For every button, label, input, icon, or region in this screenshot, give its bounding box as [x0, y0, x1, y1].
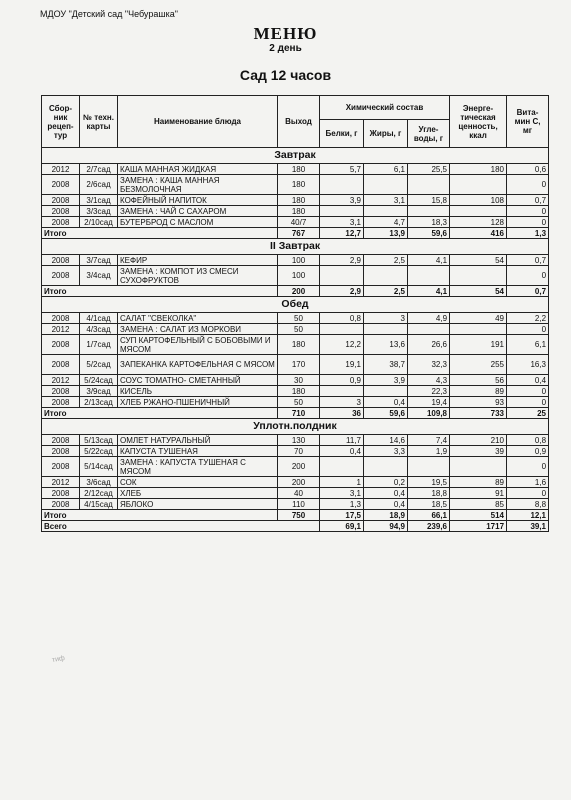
cell-dish-name: ХЛЕБ РЖАНО-ПШЕНИЧНЫЙ [118, 397, 278, 408]
cell-proteins: 5,7 [320, 164, 364, 175]
total-proteins: 36 [320, 408, 364, 419]
section-title: Завтрак [42, 148, 549, 164]
col-output: Выход [278, 96, 320, 148]
cell-dish-name: ЗАМЕНА : ЧАЙ С САХАРОМ [118, 206, 278, 217]
cell-energy: 128 [450, 217, 507, 228]
cell-dish-name: ХЛЕБ [118, 488, 278, 499]
cell-output: 180 [278, 386, 320, 397]
cell-tech-card: 2/13сад [80, 397, 118, 408]
cell-dish-name: ЗАМЕНА : КОМПОТ ИЗ СМЕСИ СУХОФРУКТОВ [118, 266, 278, 286]
cell-energy: 89 [450, 386, 507, 397]
cell-vitamin-c: 1,6 [507, 477, 549, 488]
table-row [42, 488, 549, 499]
cell-dish-name: ОМЛЕТ НАТУРАЛЬНЫЙ [118, 435, 278, 446]
cell-carbs [408, 457, 450, 477]
cell-vitamin-c: 0,6 [507, 164, 549, 175]
cell-tech-card: 2/6сад [80, 175, 118, 195]
cell-output: 180 [278, 335, 320, 355]
cell-carbs: 26,6 [408, 335, 450, 355]
cell-vitamin-c: 0 [507, 217, 549, 228]
cell-proteins: 0,9 [320, 375, 364, 386]
table-row [42, 313, 549, 324]
cell-output: 40 [278, 488, 320, 499]
cell-energy: 180 [450, 164, 507, 175]
cell-proteins: 3,9 [320, 195, 364, 206]
cell-proteins: 12,2 [320, 335, 364, 355]
cell-output: 50 [278, 313, 320, 324]
table-row [42, 266, 549, 286]
cell-output: 100 [278, 266, 320, 286]
cell-proteins [320, 266, 364, 286]
cell-collection: 2008 [42, 488, 80, 499]
table-row [42, 175, 549, 195]
cell-proteins [320, 457, 364, 477]
total-row [42, 228, 549, 239]
cell-fats [364, 324, 408, 335]
cell-vitamin-c: 0,8 [507, 435, 549, 446]
total-carbs: 59,6 [408, 228, 450, 239]
cell-tech-card: 2/12сад [80, 488, 118, 499]
cell-carbs [408, 175, 450, 195]
cell-collection: 2012 [42, 164, 80, 175]
total-vitamin-c: 0,7 [507, 286, 549, 297]
cell-energy: 89 [450, 477, 507, 488]
cell-fats [364, 457, 408, 477]
cell-energy: 91 [450, 488, 507, 499]
cell-vitamin-c: 6,1 [507, 335, 549, 355]
col-vitamin-c: Вита-мин С, мг [507, 96, 549, 148]
cell-fats: 3 [364, 313, 408, 324]
cell-dish-name: ЯБЛОКО [118, 499, 278, 510]
table-row [42, 435, 549, 446]
col-dish-name: Наименование блюда [118, 96, 278, 148]
cell-vitamin-c: 0 [507, 457, 549, 477]
cell-tech-card: 5/22сад [80, 446, 118, 457]
cell-energy: 54 [450, 255, 507, 266]
cell-proteins [320, 175, 364, 195]
cell-vitamin-c: 0,9 [507, 446, 549, 457]
document-title: МЕНЮ [253, 24, 318, 43]
cell-tech-card: 5/14сад [80, 457, 118, 477]
grand-total-proteins: 69,1 [320, 521, 364, 532]
cell-vitamin-c: 0 [507, 206, 549, 217]
table-row [42, 477, 549, 488]
cell-tech-card: 4/1сад [80, 313, 118, 324]
cell-output: 200 [278, 457, 320, 477]
cell-energy: 255 [450, 355, 507, 375]
total-energy: 514 [450, 510, 507, 521]
table-row [42, 375, 549, 386]
cell-carbs: 19,5 [408, 477, 450, 488]
cell-energy [450, 266, 507, 286]
cell-tech-card: 3/3сад [80, 206, 118, 217]
cell-proteins: 0,8 [320, 313, 364, 324]
cell-proteins [320, 206, 364, 217]
cell-energy: 108 [450, 195, 507, 206]
cell-vitamin-c: 2,2 [507, 313, 549, 324]
cell-proteins [320, 324, 364, 335]
cell-vitamin-c: 8,8 [507, 499, 549, 510]
cell-dish-name: СОК [118, 477, 278, 488]
cell-output: 50 [278, 324, 320, 335]
table-row [42, 324, 549, 335]
cell-dish-name: СОУС ТОМАТНО- СМЕТАННЫЙ [118, 375, 278, 386]
total-fats: 13,9 [364, 228, 408, 239]
total-output: 200 [278, 286, 320, 297]
cell-energy [450, 324, 507, 335]
cell-vitamin-c: 16,3 [507, 355, 549, 375]
cell-fats [364, 266, 408, 286]
col-proteins: Белки, г [320, 120, 364, 148]
section-header-row [42, 419, 549, 435]
cell-carbs [408, 324, 450, 335]
cell-collection: 2012 [42, 477, 80, 488]
cell-fats: 0,4 [364, 499, 408, 510]
total-carbs: 4,1 [408, 286, 450, 297]
cell-fats: 3,9 [364, 375, 408, 386]
cell-collection: 2008 [42, 386, 80, 397]
grand-total-vitamin-c: 39,1 [507, 521, 549, 532]
total-label: Итого [42, 286, 278, 297]
cell-output: 200 [278, 477, 320, 488]
cell-tech-card: 3/9сад [80, 386, 118, 397]
section-header-row [42, 297, 549, 313]
table-row [42, 335, 549, 355]
cell-vitamin-c: 0 [507, 397, 549, 408]
cell-fats: 6,1 [364, 164, 408, 175]
table-row [42, 386, 549, 397]
total-row [42, 510, 549, 521]
table-row [42, 217, 549, 228]
cell-fats: 0,4 [364, 397, 408, 408]
section-header-row [42, 148, 549, 164]
cell-tech-card: 4/15сад [80, 499, 118, 510]
col-collection: Сбор-ник рецеп-тур [42, 96, 80, 148]
cell-vitamin-c: 0 [507, 324, 549, 335]
col-energy: Энерге-тическая ценность, ккал [450, 96, 507, 148]
cell-tech-card: 3/7сад [80, 255, 118, 266]
total-fats: 18,9 [364, 510, 408, 521]
cell-tech-card: 3/4сад [80, 266, 118, 286]
cell-collection: 2008 [42, 195, 80, 206]
cell-carbs: 1,9 [408, 446, 450, 457]
cell-proteins: 0,4 [320, 446, 364, 457]
cell-energy [450, 206, 507, 217]
total-vitamin-c: 12,1 [507, 510, 549, 521]
cell-output: 70 [278, 446, 320, 457]
cell-tech-card: 5/2сад [80, 355, 118, 375]
cell-collection: 2008 [42, 217, 80, 228]
grand-total-row [42, 521, 549, 532]
cell-vitamin-c: 0 [507, 175, 549, 195]
total-vitamin-c: 25 [507, 408, 549, 419]
grand-total-label: Всего [42, 521, 320, 532]
cell-vitamin-c: 0,7 [507, 195, 549, 206]
grand-total-energy: 1717 [450, 521, 507, 532]
cell-dish-name: КИСЕЛЬ [118, 386, 278, 397]
cell-vitamin-c: 0 [507, 488, 549, 499]
cell-carbs: 18,3 [408, 217, 450, 228]
cell-collection: 2008 [42, 313, 80, 324]
cell-tech-card: 5/24сад [80, 375, 118, 386]
grand-total-fats: 94,9 [364, 521, 408, 532]
cell-fats [364, 386, 408, 397]
cell-dish-name: КАПУСТА ТУШЕНАЯ [118, 446, 278, 457]
total-proteins: 2,9 [320, 286, 364, 297]
cell-collection: 2012 [42, 375, 80, 386]
cell-carbs [408, 206, 450, 217]
cell-collection: 2008 [42, 435, 80, 446]
col-tech-card: № техн. карты [80, 96, 118, 148]
section-title: Уплотн.полдник [42, 419, 549, 435]
total-fats: 59,6 [364, 408, 408, 419]
table-row [42, 446, 549, 457]
cell-energy [450, 175, 507, 195]
cell-output: 180 [278, 164, 320, 175]
table-row [42, 195, 549, 206]
cell-collection: 2012 [42, 324, 80, 335]
cell-dish-name: САЛАТ "СВЕКОЛКА" [118, 313, 278, 324]
cell-vitamin-c: 0,4 [507, 375, 549, 386]
total-label: Итого [42, 408, 278, 419]
cell-output: 30 [278, 375, 320, 386]
cell-proteins: 3 [320, 397, 364, 408]
cell-proteins [320, 386, 364, 397]
total-proteins: 12,7 [320, 228, 364, 239]
cell-proteins: 1,3 [320, 499, 364, 510]
cell-tech-card: 2/10сад [80, 217, 118, 228]
cell-carbs: 4,9 [408, 313, 450, 324]
total-row [42, 408, 549, 419]
total-energy: 416 [450, 228, 507, 239]
cell-collection: 2008 [42, 255, 80, 266]
organization-name: МДОУ "Детский сад "Чебурашка" [40, 9, 178, 19]
cell-fats [364, 206, 408, 217]
cell-fats: 13,6 [364, 335, 408, 355]
cell-collection: 2008 [42, 206, 80, 217]
cell-output: 170 [278, 355, 320, 375]
cell-tech-card: 2/7сад [80, 164, 118, 175]
section-header-row [42, 239, 549, 255]
section-title: Обед [42, 297, 549, 313]
cell-fats: 38,7 [364, 355, 408, 375]
cell-output: 40/7 [278, 217, 320, 228]
cell-dish-name: СУП КАРТОФЕЛЬНЫЙ С БОБОВЫМИ И МЯСОМ [118, 335, 278, 355]
cell-dish-name: ЗАПЕКАНКА КАРТОФЕЛЬНАЯ С МЯСОМ [118, 355, 278, 375]
cell-output: 180 [278, 175, 320, 195]
total-energy: 54 [450, 286, 507, 297]
scan-watermark: тиф [51, 654, 66, 665]
menu-section-title: Сад 12 часов [239, 67, 332, 83]
cell-vitamin-c: 0,7 [507, 255, 549, 266]
cell-dish-name: КАША МАННАЯ ЖИДКАЯ [118, 164, 278, 175]
cell-tech-card: 4/3сад [80, 324, 118, 335]
cell-collection: 2008 [42, 355, 80, 375]
table-row [42, 355, 549, 375]
total-energy: 733 [450, 408, 507, 419]
cell-dish-name: КЕФИР [118, 255, 278, 266]
total-carbs: 109,8 [408, 408, 450, 419]
cell-energy: 49 [450, 313, 507, 324]
cell-energy: 191 [450, 335, 507, 355]
cell-fats: 4,7 [364, 217, 408, 228]
cell-collection: 2008 [42, 175, 80, 195]
cell-vitamin-c: 0 [507, 266, 549, 286]
col-chem-group: Химический состав [320, 96, 450, 120]
cell-energy: 210 [450, 435, 507, 446]
total-row [42, 286, 549, 297]
cell-collection: 2008 [42, 266, 80, 286]
cell-collection: 2008 [42, 397, 80, 408]
cell-carbs: 15,8 [408, 195, 450, 206]
cell-fats: 3,1 [364, 195, 408, 206]
table-row [42, 164, 549, 175]
table-row [42, 206, 549, 217]
cell-carbs: 22,3 [408, 386, 450, 397]
cell-energy: 93 [450, 397, 507, 408]
total-output: 710 [278, 408, 320, 419]
cell-carbs: 4,1 [408, 255, 450, 266]
total-label: Итого [42, 510, 278, 521]
col-carbs: Угле-воды, г [408, 120, 450, 148]
section-title: II Завтрак [42, 239, 549, 255]
total-output: 767 [278, 228, 320, 239]
cell-energy: 39 [450, 446, 507, 457]
cell-carbs: 18,8 [408, 488, 450, 499]
cell-output: 130 [278, 435, 320, 446]
cell-carbs: 18,5 [408, 499, 450, 510]
cell-fats: 0,4 [364, 488, 408, 499]
grand-total-carbs: 239,6 [408, 521, 450, 532]
cell-fats: 14,6 [364, 435, 408, 446]
cell-dish-name: ЗАМЕНА : САЛАТ ИЗ МОРКОВИ [118, 324, 278, 335]
cell-dish-name: ЗАМЕНА : КАША МАННАЯ БЕЗМОЛОЧНАЯ [118, 175, 278, 195]
cell-proteins: 3,1 [320, 217, 364, 228]
menu-day: 2 день [269, 43, 302, 54]
cell-collection: 2008 [42, 499, 80, 510]
col-fats: Жиры, г [364, 120, 408, 148]
cell-carbs: 32,3 [408, 355, 450, 375]
cell-fats: 0,2 [364, 477, 408, 488]
cell-collection: 2008 [42, 335, 80, 355]
cell-collection: 2008 [42, 446, 80, 457]
cell-carbs: 4,3 [408, 375, 450, 386]
total-carbs: 66,1 [408, 510, 450, 521]
cell-output: 50 [278, 397, 320, 408]
cell-dish-name: КОФЕЙНЫЙ НАПИТОК [118, 195, 278, 206]
cell-energy: 85 [450, 499, 507, 510]
cell-tech-card: 5/13сад [80, 435, 118, 446]
menu-table [41, 95, 549, 532]
cell-fats [364, 175, 408, 195]
cell-proteins: 11,7 [320, 435, 364, 446]
cell-proteins: 2,9 [320, 255, 364, 266]
table-row [42, 457, 549, 477]
cell-output: 180 [278, 195, 320, 206]
cell-energy: 56 [450, 375, 507, 386]
table-row [42, 255, 549, 266]
cell-carbs: 25,5 [408, 164, 450, 175]
cell-proteins: 1 [320, 477, 364, 488]
cell-tech-card: 1/7сад [80, 335, 118, 355]
cell-tech-card: 3/1сад [80, 195, 118, 206]
cell-output: 180 [278, 206, 320, 217]
cell-dish-name: ЗАМЕНА : КАПУСТА ТУШЕНАЯ С МЯСОМ [118, 457, 278, 477]
total-output: 750 [278, 510, 320, 521]
total-fats: 2,5 [364, 286, 408, 297]
cell-carbs [408, 266, 450, 286]
cell-output: 100 [278, 255, 320, 266]
table-row [42, 499, 549, 510]
cell-carbs: 7,4 [408, 435, 450, 446]
total-label: Итого [42, 228, 278, 239]
cell-energy [450, 457, 507, 477]
cell-collection: 2008 [42, 457, 80, 477]
cell-fats: 3,3 [364, 446, 408, 457]
cell-tech-card: 3/6сад [80, 477, 118, 488]
menu-table-body [42, 148, 549, 532]
total-proteins: 17,5 [320, 510, 364, 521]
cell-proteins: 19,1 [320, 355, 364, 375]
cell-carbs: 19,4 [408, 397, 450, 408]
cell-dish-name: БУТЕРБРОД С МАСЛОМ [118, 217, 278, 228]
cell-vitamin-c: 0 [507, 386, 549, 397]
cell-proteins: 3,1 [320, 488, 364, 499]
table-row [42, 397, 549, 408]
cell-fats: 2,5 [364, 255, 408, 266]
cell-output: 110 [278, 499, 320, 510]
total-vitamin-c: 1,3 [507, 228, 549, 239]
